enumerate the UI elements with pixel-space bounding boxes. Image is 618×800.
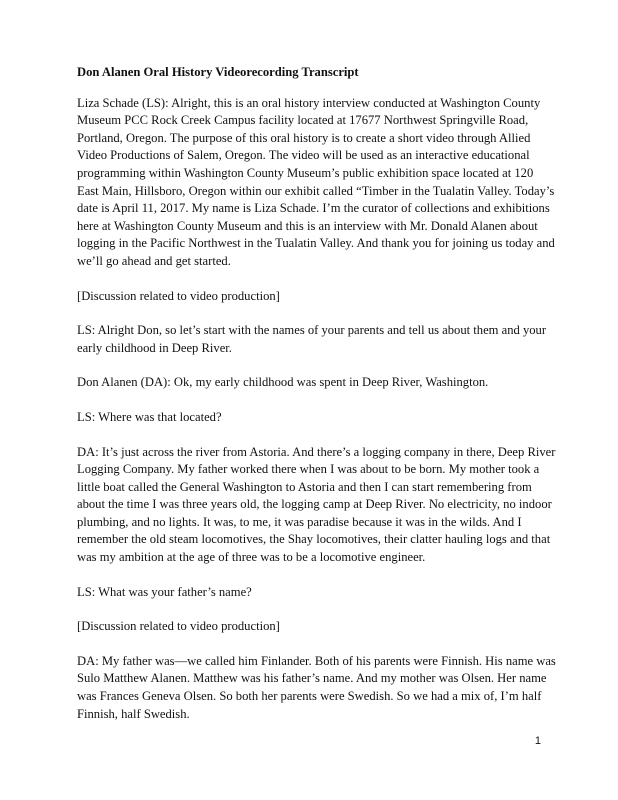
page-number: 1 [534,735,541,747]
paragraph-production-note-2: [Discussion related to video production] [77,619,280,634]
paragraph-ls-father-question: LS: What was your father’s name? [77,584,252,599]
paragraph-ls-parents-question: LS: Alright Don, so let’s start with the names of your parents and tell us about them and your early childhood in Deep River. [77,323,547,355]
transcript-body [77,64,557,740]
paragraph-da-deep-river: DA: It’s just across the river from Astoria. And there’s a logging company in there, Deep River Logging Company. My father worked there when I was about to be born. My mother took a little boat called the General Washington to Astoria and then I can start remembering from about the time I was three years old, the logging camp at Deep River. No electricity, no indoor plumbing, and no lights. It was, to me, it was paradise because it was in the wilds. And I remember the old steam locomotives, the Shay locomotives, their clatter hauling logs and that was my ambition at the age of three was to be a locomotive engineer. [77,444,556,565]
document-title: Don Alanen Oral History Videorecording Transcript [77,65,359,79]
paragraph-ls-location-question: LS: Where was that located? [77,409,222,424]
paragraph-production-note-1: [Discussion related to video production] [77,288,280,303]
paragraph-da-parents: DA: My father was—we called him Finlander. Both of his parents were Finnish. His name was Sulo Matthew Alanen. Matthew was his father’s name. And my mother was Olsen. Her name was Frances Geneva Olsen. So both her parents were Swedish. So we had a mix of, I’m half Finnish, half Swedish. [77,653,556,721]
paragraph-intro: Liza Schade (LS): Alright, this is an oral history interview conducted at Washington County Museum PCC Rock Creek Campus facility located at 17677 Northwest Springville Road, Portland, Oregon. The purpose of this oral history is to create a short video through Allied Video Productions of Salem, Oregon. The video will be used as an interactive educational programming within Washington County Museum’s public exhibition space located at 120 East Main, Hillsboro, Oregon within our exhibit called “Timber in the Tualatin Valley. Today’s date is April 11, 2017. My name is Liza Schade. I’m the curator of collections and exhibitions here at Washington County Museum and this is an interview with Mr. Donald Alanen about logging in the Pacific Northwest in the Tualatin Valley. And thank you for joining us today and we’ll go ahead and get started. [77,95,555,268]
paragraph-da-childhood: Don Alanen (DA): Ok, my early childhood was spent in Deep River, Washington. [77,375,489,390]
